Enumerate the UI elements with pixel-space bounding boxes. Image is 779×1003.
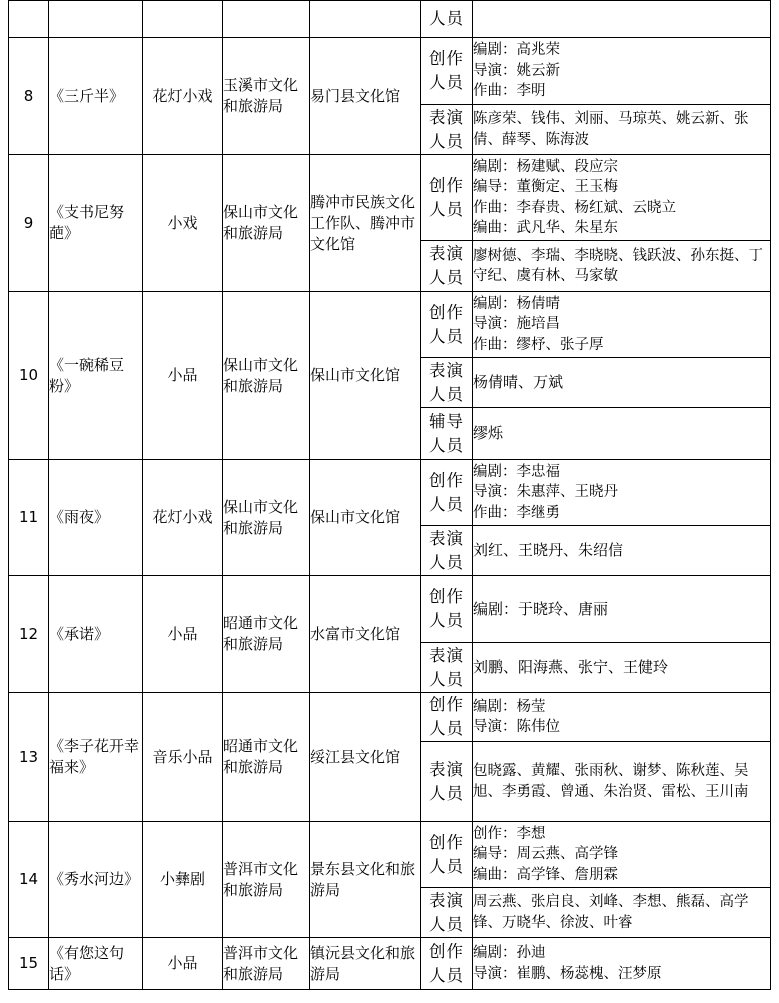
performing-org: 易门县文化馆 <box>310 38 421 155</box>
table-row <box>9 822 771 888</box>
people-list: 周云燕、张启良、刘峰、李想、熊磊、高学锋、万晓华、徐波、叶睿 <box>473 888 771 938</box>
role-label: 表演人员 <box>421 358 473 408</box>
people-list <box>473 938 771 990</box>
people-line: 导演：姚云新 <box>473 62 560 79</box>
recommending-unit: 普洱市文化和旅游局 <box>223 938 310 990</box>
people-line: 作曲：李春贵、杨红斌、云晓立 <box>473 199 676 216</box>
entry-number: 14 <box>9 822 49 938</box>
people-line: 作曲：李明 <box>473 83 546 100</box>
program-title: 《秀水河边》 <box>49 822 143 938</box>
program-type: 小品 <box>143 938 223 990</box>
people-line: 编剧：杨莹 <box>473 698 546 715</box>
people-list: 廖树德、李瑞、李晓晓、钱跃波、孙东挺、丁守纪、虞有林、马家敏 <box>473 241 771 292</box>
program-title: 《支书尼努葩》 <box>49 155 143 292</box>
people-line: 编剧：杨倩晴 <box>473 295 560 312</box>
people-line: 导演：崔鹏、杨蕊槐、汪梦原 <box>473 965 662 982</box>
people-line: 编导：周云燕、高学锋 <box>473 846 618 863</box>
people-line: 编曲：高学锋、詹朋霖 <box>473 866 618 883</box>
unit-cell <box>223 1 310 38</box>
num-cell <box>9 1 49 38</box>
role-label: 表演人员 <box>421 241 473 292</box>
recommending-unit: 昭通市文化和旅游局 <box>223 576 310 693</box>
table-row <box>9 693 771 742</box>
people-line: 导演：陈伟位 <box>473 719 560 735</box>
entry-number: 13 <box>9 693 49 822</box>
people-list <box>473 38 771 105</box>
program-title: 《承诺》 <box>49 576 143 693</box>
program-type: 音乐小品 <box>143 693 223 822</box>
role-label: 创作人员 <box>421 155 473 241</box>
performing-org: 镇沅县文化和旅游局 <box>310 938 421 990</box>
role-label: 表演人员 <box>421 888 473 938</box>
entry-number: 15 <box>9 938 49 990</box>
program-type: 小品 <box>143 292 223 460</box>
role-cell: 人员 <box>421 1 473 38</box>
people-line: 作曲：李继勇 <box>473 504 560 521</box>
performing-org: 保山市文化馆 <box>310 460 421 576</box>
people-line: 编剧：李忠福 <box>473 463 560 480</box>
program-title: 《三斤半》 <box>49 38 143 155</box>
program-table <box>8 0 771 990</box>
people-cell <box>473 1 771 38</box>
entry-number: 11 <box>9 460 49 576</box>
people-list <box>473 822 771 888</box>
entry-number: 8 <box>9 38 49 155</box>
table-row <box>9 38 771 105</box>
program-title: 《一碗稀豆粉》 <box>49 292 143 460</box>
people-line: 创作：李想 <box>473 825 546 842</box>
people-line: 编剧：孙迪 <box>473 945 546 961</box>
people-list: 包晓露、黄耀、张雨秋、谢梦、陈秋莲、吴旭、李勇霞、曾通、朱治贤、雷松、王川南 <box>473 742 771 822</box>
recommending-unit: 保山市文化和旅游局 <box>223 292 310 460</box>
people-line: 编导：董衡定、王玉梅 <box>473 179 618 195</box>
people-list <box>473 292 771 358</box>
people-line: 作曲：缪杼、张子厚 <box>473 336 604 353</box>
type-cell <box>143 1 223 38</box>
people-list: 编剧：于晓玲、唐丽 <box>473 576 771 643</box>
table-row <box>9 938 771 990</box>
recommending-unit: 保山市文化和旅游局 <box>223 460 310 576</box>
role-label: 创作人员 <box>421 938 473 990</box>
program-type: 花灯小戏 <box>143 460 223 576</box>
people-line: 编剧：高兆荣 <box>473 42 560 59</box>
entry-number: 12 <box>9 576 49 693</box>
org-cell <box>310 1 421 38</box>
program-title: 《李子花开幸福来》 <box>49 693 143 822</box>
role-label: 创作人员 <box>421 576 473 643</box>
recommending-unit: 保山市文化和旅游局 <box>223 155 310 292</box>
people-line: 编曲：武凡华、朱星东 <box>473 220 618 236</box>
people-list <box>473 460 771 526</box>
recommending-unit: 玉溪市文化和旅游局 <box>223 38 310 155</box>
performing-org: 保山市文化馆 <box>310 292 421 460</box>
role-label: 表演人员 <box>421 105 473 155</box>
table-row <box>9 576 771 643</box>
table-row <box>9 292 771 358</box>
people-line: 编剧：杨建赋、段应宗 <box>473 158 618 175</box>
people-list <box>473 693 771 742</box>
role-label: 创作人员 <box>421 822 473 888</box>
people-list: 缪烁 <box>473 408 771 460</box>
role-label: 辅导人员 <box>421 408 473 460</box>
role-label: 创作人员 <box>421 292 473 358</box>
recommending-unit: 普洱市文化和旅游局 <box>223 822 310 938</box>
program-type: 小品 <box>143 576 223 693</box>
program-type: 小彝剧 <box>143 822 223 938</box>
role-label: 创作人员 <box>421 693 473 742</box>
people-list: 陈彦荣、钱伟、刘丽、马琼英、姚云新、张倩、薛琴、陈海波 <box>473 105 771 155</box>
people-list <box>473 155 771 241</box>
role-label: 表演人员 <box>421 742 473 822</box>
performing-org: 腾冲市民族文化工作队、腾冲市文化馆 <box>310 155 421 292</box>
table-row <box>9 155 771 241</box>
entry-number: 10 <box>9 292 49 460</box>
people-list: 杨倩晴、万斌 <box>473 358 771 408</box>
people-line: 导演：朱惠萍、王晓丹 <box>473 484 618 501</box>
role-label: 表演人员 <box>421 526 473 576</box>
program-title: 《雨夜》 <box>49 460 143 576</box>
performing-org: 水富市文化馆 <box>310 576 421 693</box>
people-list: 刘鹏、阳海燕、张宁、王健玲 <box>473 643 771 693</box>
program-title: 《有您这句话》 <box>49 938 143 990</box>
performing-org: 绥江县文化馆 <box>310 693 421 822</box>
role-label: 创作人员 <box>421 38 473 105</box>
role-label: 创作人员 <box>421 460 473 526</box>
program-type: 小戏 <box>143 155 223 292</box>
role-label: 表演人员 <box>421 643 473 693</box>
program-type: 花灯小戏 <box>143 38 223 155</box>
performing-org: 景东县文化和旅游局 <box>310 822 421 938</box>
title-cell <box>49 1 143 38</box>
people-list: 刘红、王晓丹、朱绍信 <box>473 526 771 576</box>
continuation-row <box>9 1 771 38</box>
table-row <box>9 460 771 526</box>
people-line: 导演：施培昌 <box>473 316 560 333</box>
entry-number: 9 <box>9 155 49 292</box>
recommending-unit: 昭通市文化和旅游局 <box>223 693 310 822</box>
